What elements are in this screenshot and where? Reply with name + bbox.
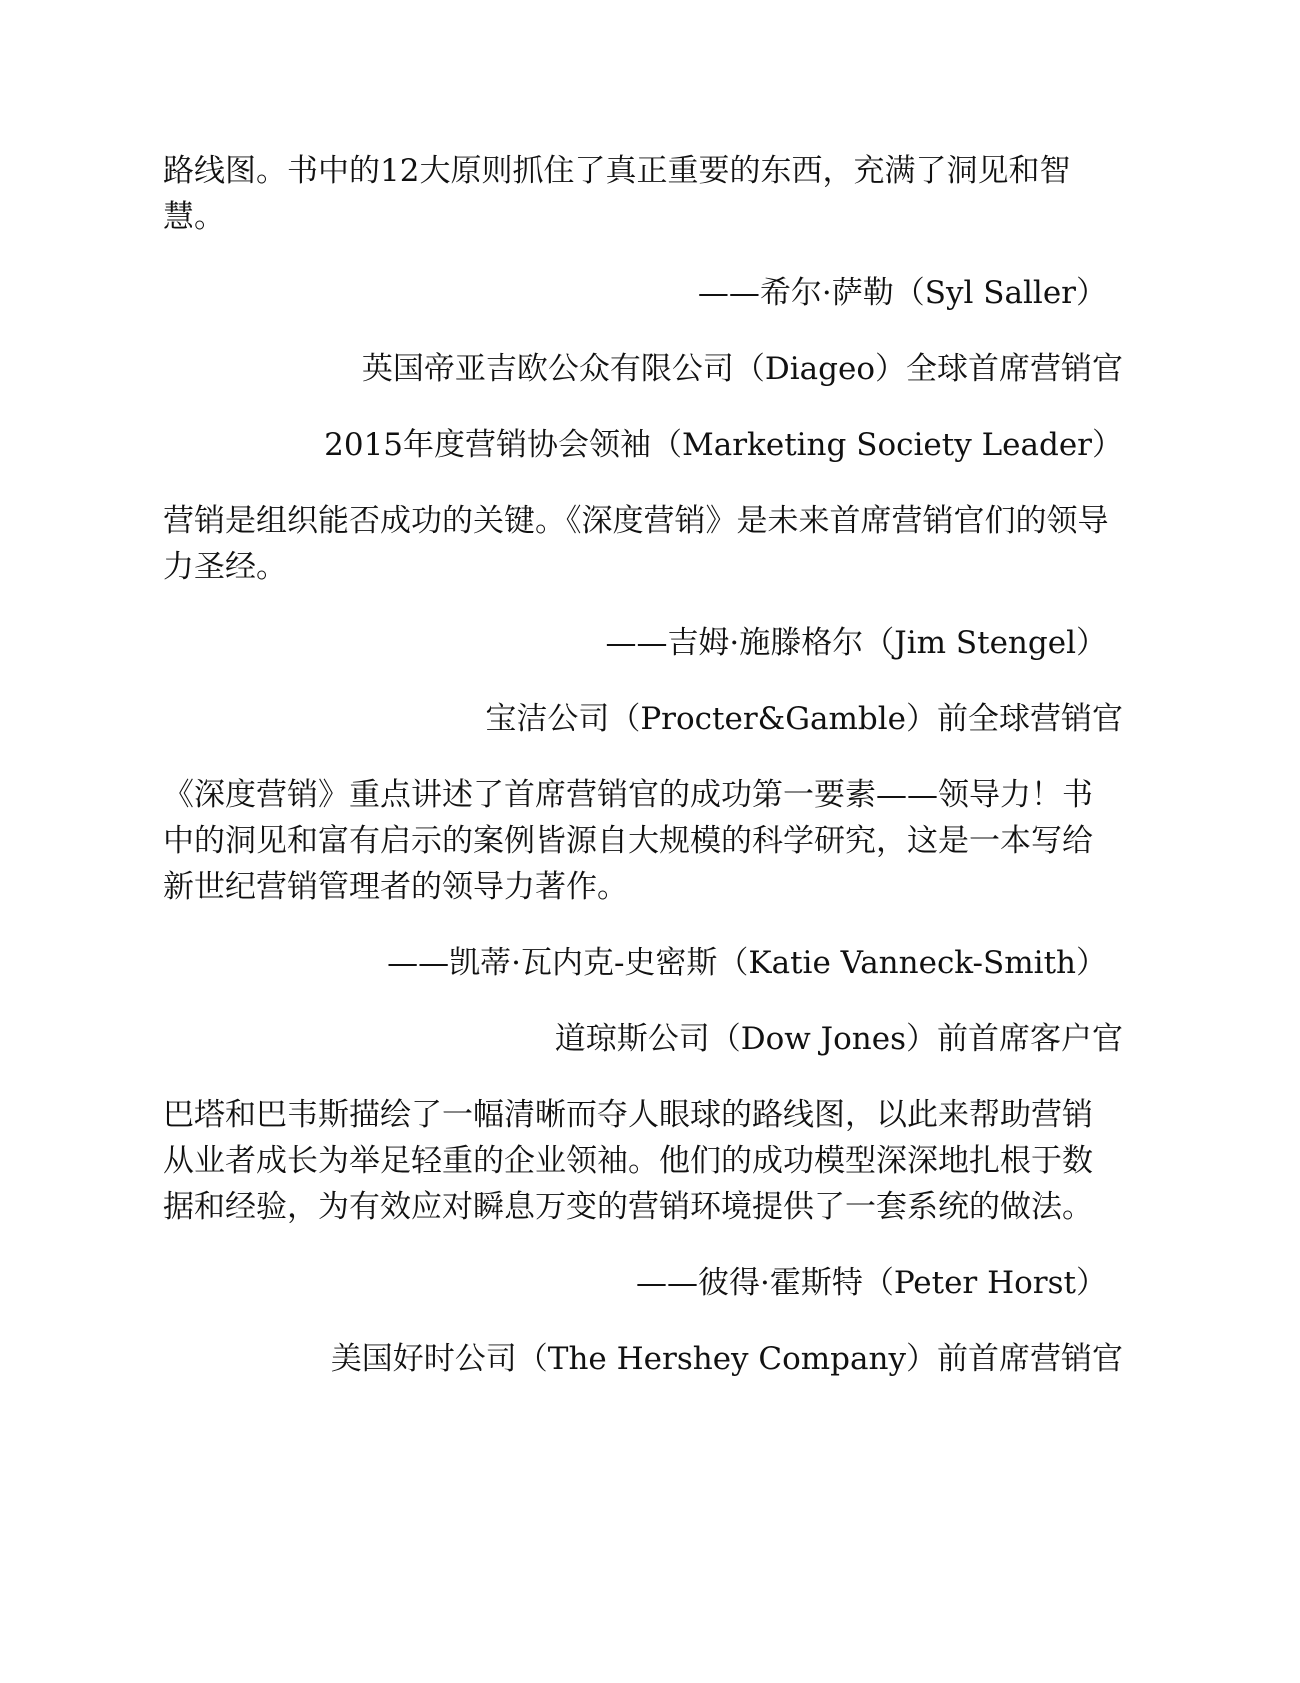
endorsement-title-3: 道琼斯公司（Dow Jones）前首席客户官 xyxy=(554,1021,1123,1057)
endorsement-quote-1: 路线图。书中的12大原则抓住了真正重要的东西，充满了洞见和智慧。 xyxy=(163,153,1071,235)
endorsement-quote-2: 营销是组织能否成功的关键。《深度营销》是未来首席营销官们的领导力圣经。 xyxy=(163,503,1109,585)
endorsement-title-4: 美国好时公司（The Hershey Company）前首席营销官 xyxy=(330,1341,1123,1377)
endorsement-quote-3: 《深度营销》重点讲述了首席营销官的成功第一要素——领导力！书中的洞见和富有启示的案例皆源自大规模的科学研究，这是一本写给新世纪营销管理者的领导力著作。 xyxy=(163,777,1093,905)
endorsement-author-1: ——希尔·萨勒（Syl Saller） xyxy=(697,275,1107,311)
endorsement-title-1b: 2015年度营销协会领袖（Marketing Society Leader） xyxy=(324,427,1123,463)
endorsement-title-2: 宝洁公司（Procter&Gamble）前全球营销官 xyxy=(485,701,1123,737)
document-page xyxy=(163,148,1123,1382)
endorsement-author-4: ——彼得·霍斯特（Peter Horst） xyxy=(635,1265,1107,1301)
endorsement-author-2: ——吉姆·施滕格尔（Jim Stengel） xyxy=(605,625,1107,661)
endorsement-author-3: ——凯蒂·瓦内克-史密斯（Katie Vanneck-Smith） xyxy=(387,945,1107,981)
endorsement-title-1a: 英国帝亚吉欧公众有限公司（Diageo）全球首席营销官 xyxy=(361,351,1123,387)
endorsement-quote-4: 巴塔和巴韦斯描绘了一幅清晰而夺人眼球的路线图，以此来帮助营销从业者成长为举足轻重的企业领袖。他们的成功模型深深地扎根于数据和经验，为有效应对瞬息万变的营销环境提供了一套系统的做法。 xyxy=(163,1097,1093,1225)
